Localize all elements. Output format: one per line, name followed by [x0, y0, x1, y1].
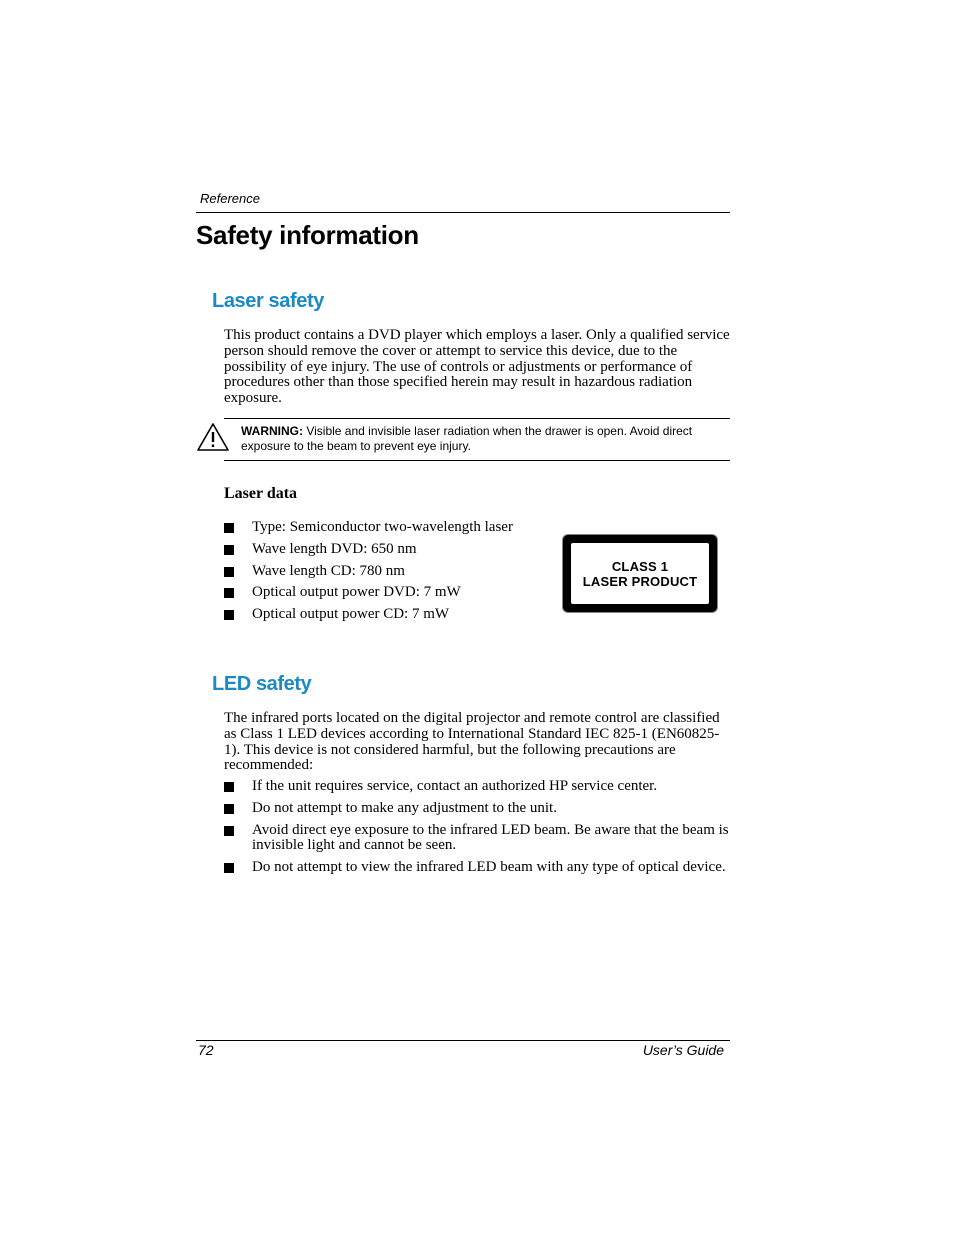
class1-laser-label [563, 535, 717, 612]
list-item-text: Do not attempt to make any adjustment to the unit. [252, 799, 557, 816]
led-safety-heading: LED safety [212, 673, 312, 695]
warning-triangle-icon [196, 422, 230, 452]
page-number: 72 [198, 1042, 214, 1058]
laser-label-line2: LASER PRODUCT [582, 573, 698, 589]
running-header: Reference [200, 191, 260, 206]
warning-top-rule [224, 418, 730, 419]
list-item [224, 801, 730, 817]
warning-text: Visible and invisible laser radiation when the drawer is open. Avoid direct exposure to the beam to prevent eye injury. [241, 424, 693, 453]
list-item [224, 823, 730, 855]
list-item-text: Wave length DVD: 650 nm [252, 540, 417, 557]
led-safety-paragraph: The infrared ports located on the digital projector and remote control are classified as Class 1 LED devices according to International Standard IEC 825-1 (EN60825-1). This device is not considered harmful, but the following precautions are recommended: [224, 710, 720, 774]
laser-data-list [224, 520, 554, 623]
bullet-square-icon [224, 567, 234, 577]
laser-safety-paragraph: This product contains a DVD player which employs a laser. Only a qualified service person should remove the cover or attempt to service this device, due to the possibility of eye injury. The use of controls or adjustments or performance of procedures other than those specified herein may result in hazardous radiation exposure. [224, 327, 730, 407]
header-rule [196, 212, 730, 213]
list-item [224, 564, 554, 580]
warning-bottom-rule [224, 460, 730, 461]
list-item [224, 585, 554, 601]
list-item [224, 779, 730, 795]
warning-label: WARNING: [241, 424, 303, 438]
list-item-text: Wave length CD: 780 nm [252, 562, 405, 579]
page-title: Safety information [196, 220, 419, 250]
guide-title: User’s Guide [642, 1042, 724, 1058]
bullet-square-icon [224, 804, 234, 814]
list-item-text: Type: Semiconductor two-wavelength laser [252, 519, 513, 535]
warning-message [241, 424, 721, 454]
bullet-square-icon [224, 826, 234, 836]
bullet-square-icon [224, 610, 234, 620]
laser-data-heading: Laser data [224, 485, 298, 502]
list-item [224, 520, 554, 536]
laser-safety-heading: Laser safety [212, 290, 324, 312]
list-item-text: Avoid direct eye exposure to the infrared LED beam. Be aware that the beam is invisible light and cannot be seen. [252, 821, 729, 854]
bullet-square-icon [224, 863, 234, 873]
list-item-text: Optical output power DVD: 7 mW [252, 584, 461, 601]
bullet-square-icon [224, 588, 234, 598]
list-item [224, 607, 554, 623]
laser-label-face [571, 543, 709, 604]
list-item [224, 860, 730, 876]
list-item [224, 542, 554, 558]
footer-rule [196, 1040, 730, 1041]
list-item-text: Optical output power CD: 7 mW [252, 606, 450, 623]
bullet-square-icon [224, 545, 234, 555]
list-item-text: If the unit requires service, contact an authorized HP service center. [252, 778, 658, 794]
bullet-square-icon [224, 782, 234, 792]
led-precautions-list [224, 779, 730, 876]
laser-label-line1: CLASS 1 [611, 558, 669, 574]
list-item-text: Do not attempt to view the infrared LED beam with any type of optical device. [252, 859, 726, 876]
bullet-square-icon [224, 523, 234, 533]
